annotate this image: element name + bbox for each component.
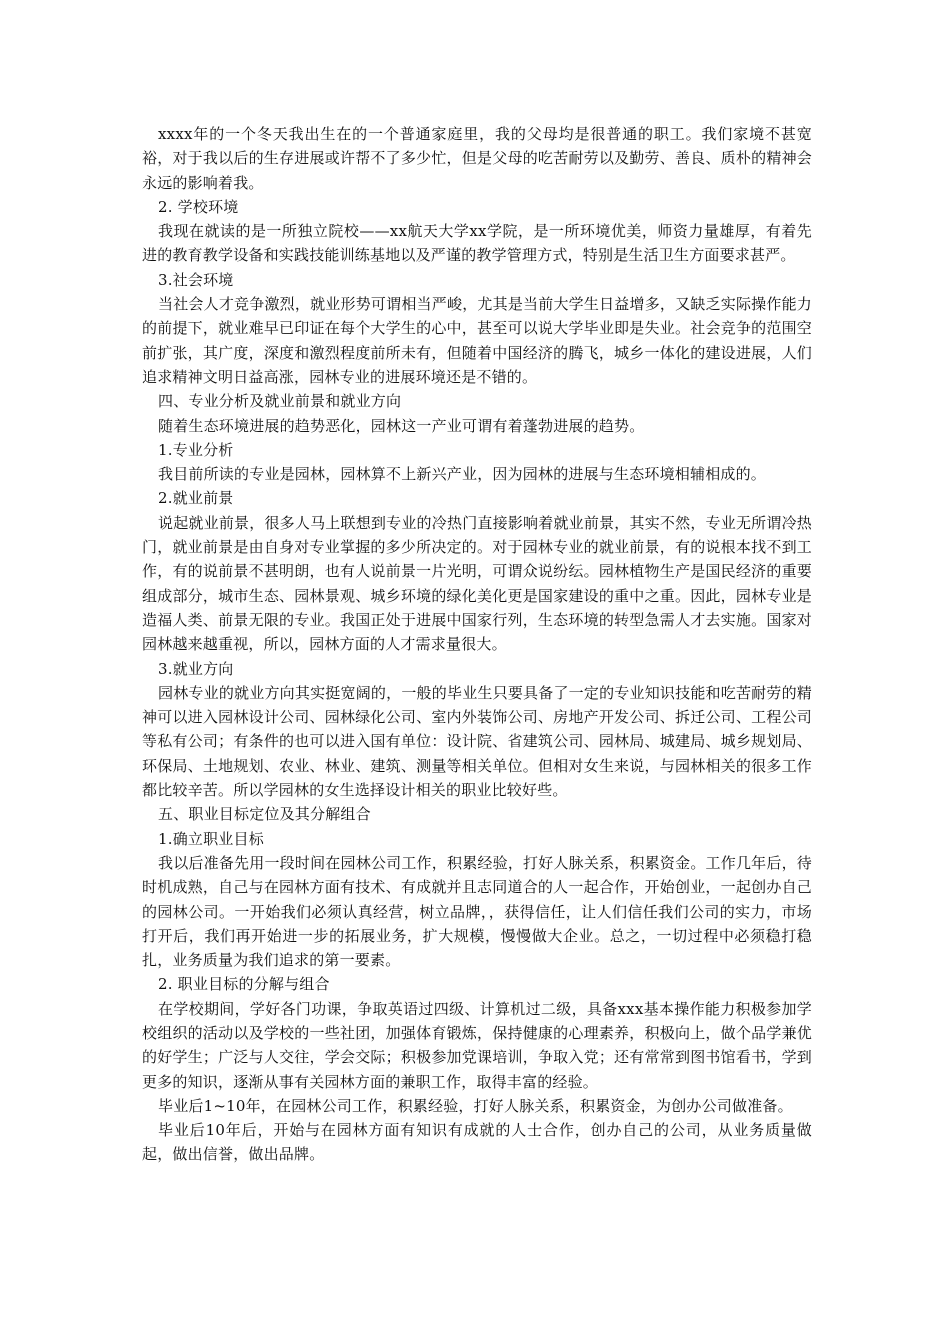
heading-social-environment: 3.社会环境 [158, 270, 234, 289]
heading-career-goal: 1.确立职业目标 [158, 829, 264, 848]
heading-section-five: 五、职业目标定位及其分解组合 [158, 805, 371, 824]
paragraph-major-analysis: 我目前所读的专业是园林，园林算不上新兴产业，因为园林的进展与生态环境相辅相成的。 [158, 465, 767, 484]
paragraph-school-period: 在学校期间，学好各门功课，争取英语过四级、计算机过二级，具备xxx基本操作能力积极参加学校组织的活动以及学校的一些社团，加强体育锻炼，保持健康的心理素养，积极向上，做个品学兼优的好学生；广泛与人交往，学会交际；积极参加党课培训，争取入党；还有常常到图书馆看书，学到更多的知识，逐渐从事有关园林方面的兼职工作，取得丰富的经验。 [142, 999, 812, 1091]
heading-major-analysis: 1.专业分析 [158, 440, 234, 459]
heading-goal-decomposition: 2. 职业目标的分解与组合 [158, 975, 330, 994]
paragraph-after-10-years: 毕业后10年后，开始与在园林方面有知识有成就的人士合作，创办自己的公司，从业务质量做起，做出信誉，做出品牌。 [142, 1121, 812, 1164]
paragraph-years-1-10: 毕业后1~10年，在园林公司工作，积累经验，打好人脉关系，积累资金，为创办公司做准备。 [158, 1096, 793, 1115]
paragraph-career-goal: 我以后准备先用一段时间在园林公司工作，积累经验，打好人脉关系，积累资金。工作几年后，待时机成熟，自己与在园林方面有技术、有成就并且志同道合的人一起合作，开始创业，一起创办自己的园林公司。一开始我们必须认真经营，树立品牌，，获得信任，让人们信任我们公司的实力，市场打开后，我们再开始进一步的拓展业务，扩大规模，慢慢做大企业。总之，一切过程中必须稳打稳扎，业务质量为我们追求的第一要素。 [142, 853, 812, 970]
paragraph-social-environment: 当社会人才竞争激烈，就业形势可谓相当严峻，尤其是当前大学生日益增多，又缺乏实际操作能力的前提下，就业难早已印证在每个大学生的心中，甚至可以说大学毕业即是失业。社会竞争的范围空前扩张，其广度，深度和激烈程度前所未有，但随着中国经济的腾飞，城乡一体化的建设进展，人们追求精神文明日益高涨，园林专业的进展环境还是不错的。 [142, 295, 812, 386]
paragraph-family-background: xxxx年的一个冬天我出生在的一个普通家庭里，我的父母均是很普通的职工。我们家境不甚宽裕，对于我以后的生存进展或许帮不了多少忙，但是父母的吃苦耐劳以及勤劳、善良、质朴的精神会永远的影响着我。 [142, 125, 812, 192]
paragraph-employment-direction: 园林专业的就业方向其实挺宽阔的，一般的毕业生只要具备了一定的专业知识技能和吃苦耐劳的精神可以进入园林设计公司、园林绿化公司、室内外装饰公司、房地产开发公司、拆迁公司、工程公司等私有公司；有条件的也可以进入国有单位：设计院、省建筑公司、园林局、城建局、城乡规划局、环保局、土地规划、农业、林业、建筑、测量等相关单位。但相对女生来说，与园林相关的很多工作都比较辛苦。所以学园林的女生选择设计相关的职业比较好些。 [142, 683, 812, 800]
heading-section-four: 四、专业分析及就业前景和就业方向 [158, 392, 402, 411]
paragraph-employment-prospects: 说起就业前景，很多人马上联想到专业的冷热门直接影响着就业前景，其实不然，专业无所谓冷热门，就业前景是由自身对专业掌握的多少所决定的。对于园林专业的就业前景，有的说根本找不到工作，有的说前景不甚明朗，也有人说前景一片光明，可谓众说纷纭。园林植物生产是国民经济的重要组成部分，城市生态、园林景观、城乡环境的绿化美化更是国家建设的重中之重。因此，园林专业是造福人类、前景无限的专业。我国正处于进展中国家行列，生态环境的转型急需人才去实施。国家对园林越来越重视，所以，园林方面的人才需求量很大。 [142, 513, 812, 654]
heading-employment-prospects: 2.就业前景 [158, 489, 234, 508]
paragraph-school-environment: 我现在就读的是一所独立院校——xx航天大学xx学院，是一所环境优美，师资力量雄厚，有着先进的教育教学设备和实践技能训练基地以及严谨的教学管理方式，特别是生活卫生方面要求甚严。 [142, 222, 812, 265]
heading-school-environment: 2. 学校环境 [158, 197, 239, 216]
paragraph-section-four-intro: 随着生态环境进展的趋势恶化，园林这一产业可谓有着蓬勃进展的趋势。 [158, 416, 645, 435]
heading-employment-direction: 3.就业方向 [158, 659, 234, 678]
document-body [142, 122, 812, 1167]
